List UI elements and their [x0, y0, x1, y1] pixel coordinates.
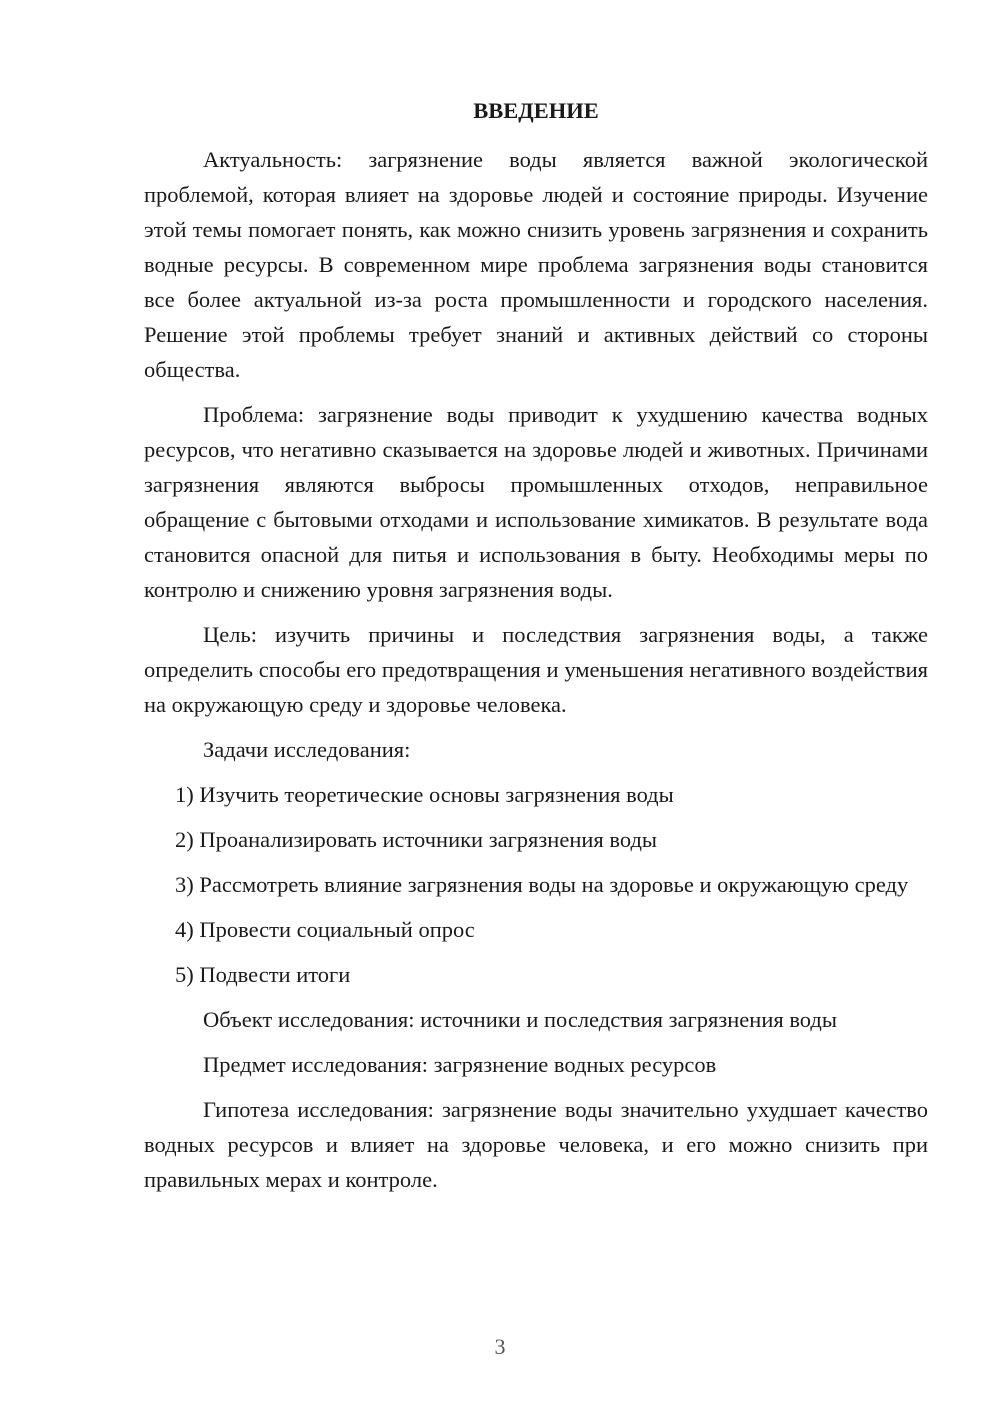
task-item-3: 3) Рассмотреть влияние загрязнения воды на здоровье и окружающую среду: [175, 872, 909, 897]
hypothesis-paragraph: Гипотеза исследования: загрязнение воды значительно ухудшает качество водных ресурсов и влияет на здоровье человека, и его можно снизить при правильных мерах и контроле.: [144, 1097, 928, 1192]
goal-paragraph: Цель: изучить причины и последствия загрязнения воды, а также определить способы его предотвращения и уменьшения негативного воздействия на окружающую среду и здоровье человека.: [144, 622, 928, 717]
task-item-2: 2) Проанализировать источники загрязнения воды: [175, 827, 658, 852]
research-object: Объект исследования: источники и последствия загрязнения воды: [203, 1007, 837, 1032]
tasks-heading: Задачи исследования:: [203, 737, 411, 762]
task-item-5: 5) Подвести итоги: [175, 962, 351, 987]
task-item-1: 1) Изучить теоретические основы загрязнения воды: [175, 782, 674, 807]
task-item-4: 4) Провести социальный опрос: [175, 917, 475, 942]
relevance-paragraph: Актуальность: загрязнение воды является важной экологической проблемой, которая влияет на здоровье людей и состояние природы. Изучение этой темы помогает понять, как можно снизить уровень загрязнения и сохранить водные ресурсы. В современном мире проблема загрязнения воды становится все более актуальной из-за роста промышленности и городского населения. Решение этой проблемы требует знаний и активных действий со стороны общества.: [144, 147, 928, 382]
problem-paragraph: Проблема: загрязнение воды приводит к ухудшению качества водных ресурсов, что негативно сказывается на здоровье людей и животных. Причинами загрязнения являются выбросы промышленных отходов, неправильное обращение с бытовыми отходами и использование химикатов. В результате вода становится опасной для питья и использования в быту. Необходимы меры по контролю и снижению уровня загрязнения воды.: [144, 402, 928, 602]
research-subject: Предмет исследования: загрязнение водных ресурсов: [203, 1052, 717, 1077]
page-number: 3: [494, 1334, 506, 1359]
page-body: [144, 93, 928, 1207]
page-title: ВВЕДЕНИЕ: [473, 98, 599, 123]
